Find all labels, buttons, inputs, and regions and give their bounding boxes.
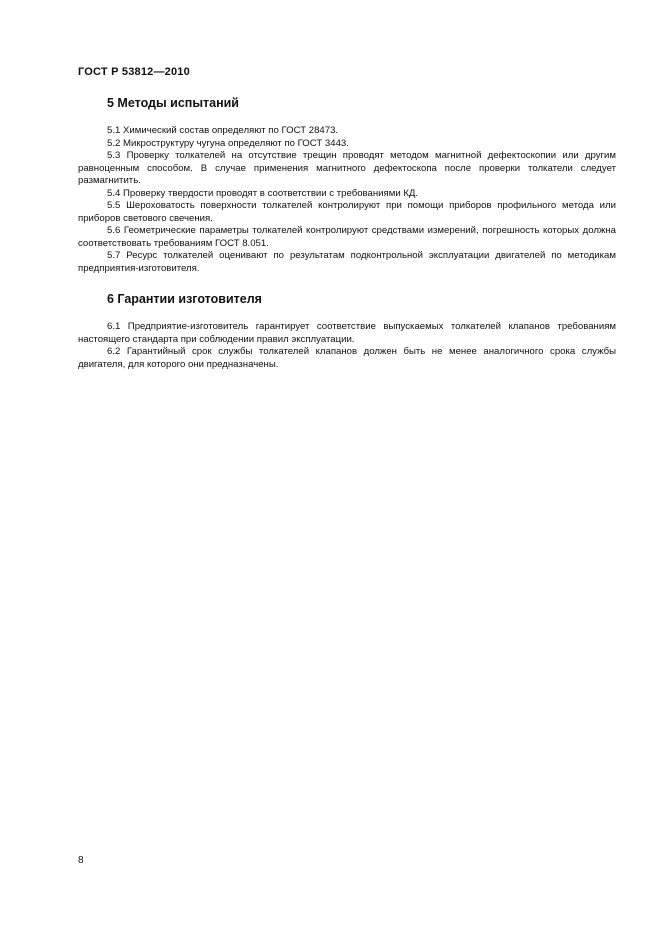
section-body <box>78 125 616 275</box>
paragraph: 6.1 Предприятие-изготовитель гарантирует соответствие выпускаемых толкателей клапанов требованиям настоящего стандарта при соблюдении правил эксплуатации. <box>78 321 616 345</box>
page-number: 8 <box>78 855 84 866</box>
document-code: ГОСТ Р 53812—2010 <box>78 66 190 78</box>
paragraph: 6.2 Гарантийный срок службы толкателей клапанов должен быть не менее аналогичного срока службы двигателя, для которого они предназначены. <box>78 346 616 370</box>
paragraph: 5.2 Микроструктуру чугуна определяют по ГОСТ 3443. <box>107 137 349 149</box>
section-test-methods <box>78 95 616 275</box>
section-body <box>78 321 616 371</box>
paragraph: 5.4 Проверку твердости проводят в соответствии с требованиями КД. <box>107 187 419 199</box>
paragraph: 5.6 Геометрические параметры толкателей контролируют средствами измерений, погрешность которых должна соответствовать требованиям ГОСТ 8.051. <box>78 225 616 249</box>
section-title: 5 Методы испытаний <box>107 96 239 110</box>
paragraph: 5.1 Химический состав определяют по ГОСТ 28473. <box>107 125 339 136</box>
paragraph: 5.3 Проверку толкателей на отсутствие трещин проводят методом магнитной дефектоскопии или другим равноценным способом. В случае применения магнитного дефектоскопа после проверки толкатели следует размагнитить. <box>78 150 616 186</box>
paragraph: 5.5 Шероховатость поверхности толкателей контролируют при помощи приборов профильного метода или приборов светового свечения. <box>78 200 616 224</box>
section-title: 6 Гарантии изготовителя <box>107 292 262 306</box>
section-manufacturer-warranty <box>78 291 616 371</box>
paragraph: 5.7 Ресурс толкателей оценивают по результатам подконтрольной эксплуатации двигателей по методикам предприятия-изготовителя. <box>78 250 616 274</box>
